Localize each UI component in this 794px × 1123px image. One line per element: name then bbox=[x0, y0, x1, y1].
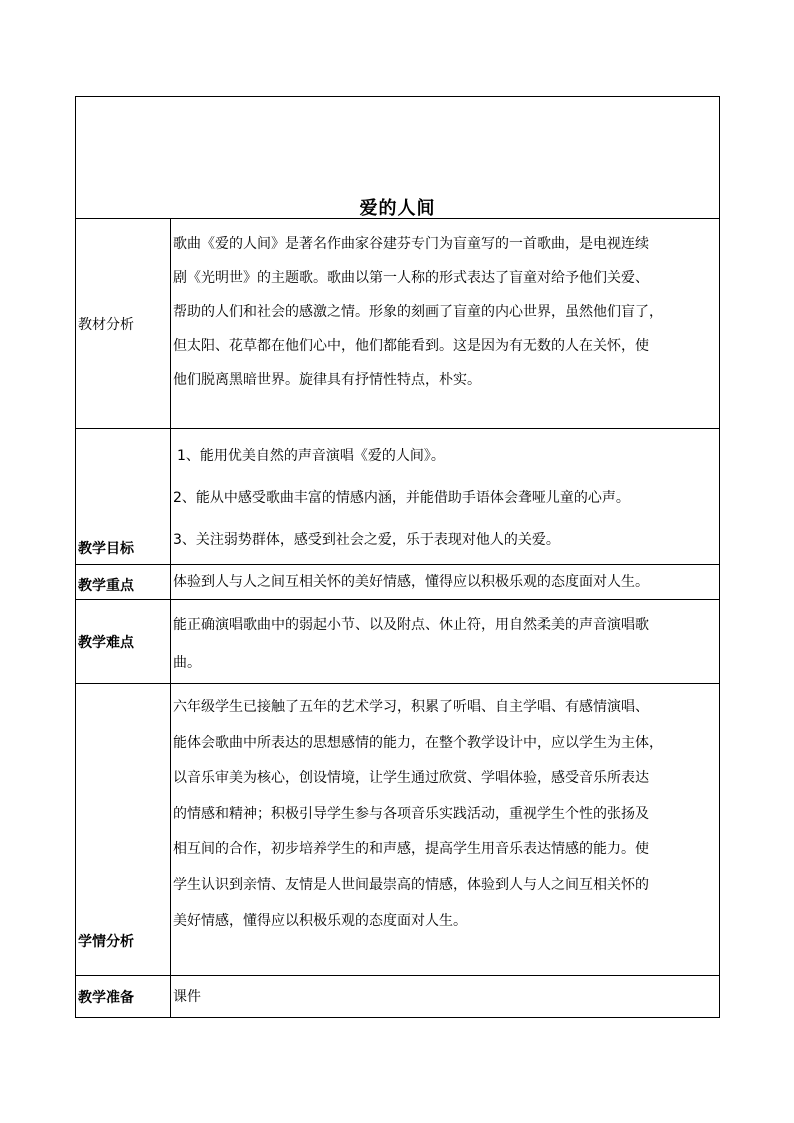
lesson-plan-table bbox=[75, 96, 720, 1018]
learners-line: 相互间的合作，初步培养学生的和声感，提高学生用音乐表达情感的能力。使 bbox=[173, 841, 649, 858]
goal-item: 3、关注弱势群体，感受到社会之爱，乐于表现对他人的关爱。 bbox=[173, 532, 560, 548]
row-label-analysis: 教材分析 bbox=[76, 219, 171, 429]
row-label-learners: 学情分析 bbox=[76, 684, 171, 976]
row-label-preparation: 教学准备 bbox=[76, 976, 171, 1018]
document-title: 爱的人间 bbox=[359, 198, 436, 219]
learners-line: 学生认识到亲情、友情是人世间最崇高的情感，体验到人与人之间互相关怀的 bbox=[173, 876, 649, 893]
analysis-line: 剧《光明世》的主题歌。歌曲以第一人称的形式表达了盲童对给予他们关爱、 bbox=[173, 270, 649, 286]
analysis-line: 歌曲《爱的人间》是著名作曲家谷建芬专门为盲童写的一首歌曲，是电视连续 bbox=[173, 236, 649, 252]
title-row bbox=[76, 97, 720, 219]
row-content-learners bbox=[171, 684, 720, 976]
analysis-line: 帮助的人们和社会的感激之情。形象的刻画了盲童的内心世界，虽然他们盲了， bbox=[173, 304, 663, 320]
goal-item: 1、能用优美自然的声音演唱《爱的人间》。 bbox=[177, 448, 445, 464]
row-content-preparation bbox=[171, 976, 720, 1018]
analysis-line: 他们脱离黑暗世界。旋律具有抒情性特点，朴实。 bbox=[173, 372, 481, 388]
analysis-line: 但太阳、花草都在他们心中，他们都能看到。这是因为有无数的人在关怀，使 bbox=[173, 338, 649, 354]
row-label-key-points: 教学重点 bbox=[76, 565, 171, 600]
preparation-text: 课件 bbox=[173, 988, 201, 1005]
goal-item: 2、能从中感受歌曲丰富的情感内涵，并能借助手语体会聋哑儿童的心声。 bbox=[173, 490, 630, 506]
row-content-goals bbox=[171, 429, 720, 565]
table-row-difficulty bbox=[76, 600, 720, 684]
table-row-key-points bbox=[76, 565, 720, 600]
table-row-analysis bbox=[76, 219, 720, 429]
difficulty-line: 曲。 bbox=[173, 655, 201, 671]
learners-line: 的情感和精神；积极引导学生参与各项音乐实践活动，重视学生个性的张扬及 bbox=[173, 805, 649, 822]
row-content-key-points bbox=[171, 565, 720, 600]
learners-line: 六年级学生已接触了五年的艺术学习，积累了听唱、自主学唱、有感情演唱、 bbox=[173, 699, 649, 715]
table-row-learners bbox=[76, 684, 720, 976]
title-cell bbox=[76, 97, 720, 219]
key-points-text: 体验到人与人之间互相关怀的美好情感，懂得应以积极乐观的态度面对人生。 bbox=[173, 574, 649, 590]
learners-line: 美好情感，懂得应以积极乐观的态度面对人生。 bbox=[173, 912, 467, 929]
row-label-goals: 教学目标 bbox=[76, 429, 171, 565]
row-content-difficulty bbox=[171, 600, 720, 684]
difficulty-line: 能正确演唱歌曲中的弱起小节、以及附点、休止符，用自然柔美的声音演唱歌 bbox=[173, 617, 649, 633]
learners-line: 能体会歌曲中所表达的思想感情的能力，在整个教学设计中，应以学生为主体， bbox=[173, 734, 663, 751]
row-label-difficulty: 教学难点 bbox=[76, 600, 171, 684]
table-row-preparation bbox=[76, 976, 720, 1018]
table-row-goals bbox=[76, 429, 720, 565]
learners-line: 以音乐审美为核心，创设情境，让学生通过欣赏、学唱体验，感受音乐所表达 bbox=[173, 770, 649, 787]
row-content-analysis bbox=[171, 219, 720, 429]
